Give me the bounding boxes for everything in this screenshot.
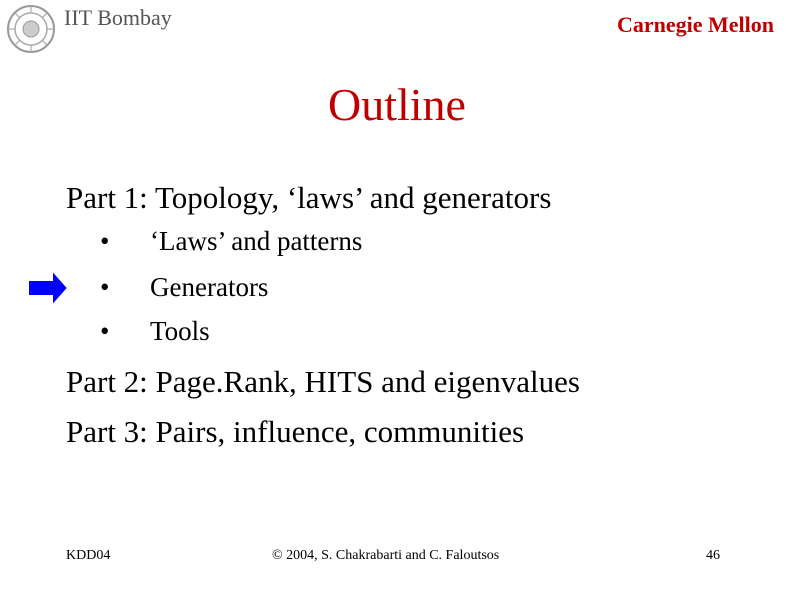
footer-page-number: 46 bbox=[706, 548, 720, 563]
footer-copyright: © 2004, S. Chakrabarti and C. Faloutsos bbox=[272, 548, 500, 563]
part-3-heading: Part 3: Pairs, influence, communities bbox=[66, 414, 525, 449]
subitem-generators: Generators bbox=[150, 272, 269, 302]
subitem-laws-and-patterns: ‘Laws’ and patterns bbox=[150, 226, 363, 256]
carnegie-mellon-label: Carnegie Mellon bbox=[616, 12, 774, 37]
footer-conference: KDD04 bbox=[66, 548, 111, 563]
part-2-heading: Part 2: Page.Rank, HITS and eigenvalues bbox=[66, 364, 580, 399]
bullet: • bbox=[100, 316, 110, 346]
arrow-right-icon bbox=[26, 268, 70, 308]
part-1-heading: Part 1: Topology, ‘laws’ and generators bbox=[66, 180, 552, 215]
bullet: • bbox=[100, 226, 110, 256]
subitem-tools: Tools bbox=[150, 316, 210, 346]
slide-title: Outline bbox=[328, 79, 466, 130]
iit-bombay-seal-icon bbox=[6, 4, 56, 54]
iit-bombay-label: IIT Bombay bbox=[64, 5, 172, 30]
bullet: • bbox=[100, 272, 110, 302]
